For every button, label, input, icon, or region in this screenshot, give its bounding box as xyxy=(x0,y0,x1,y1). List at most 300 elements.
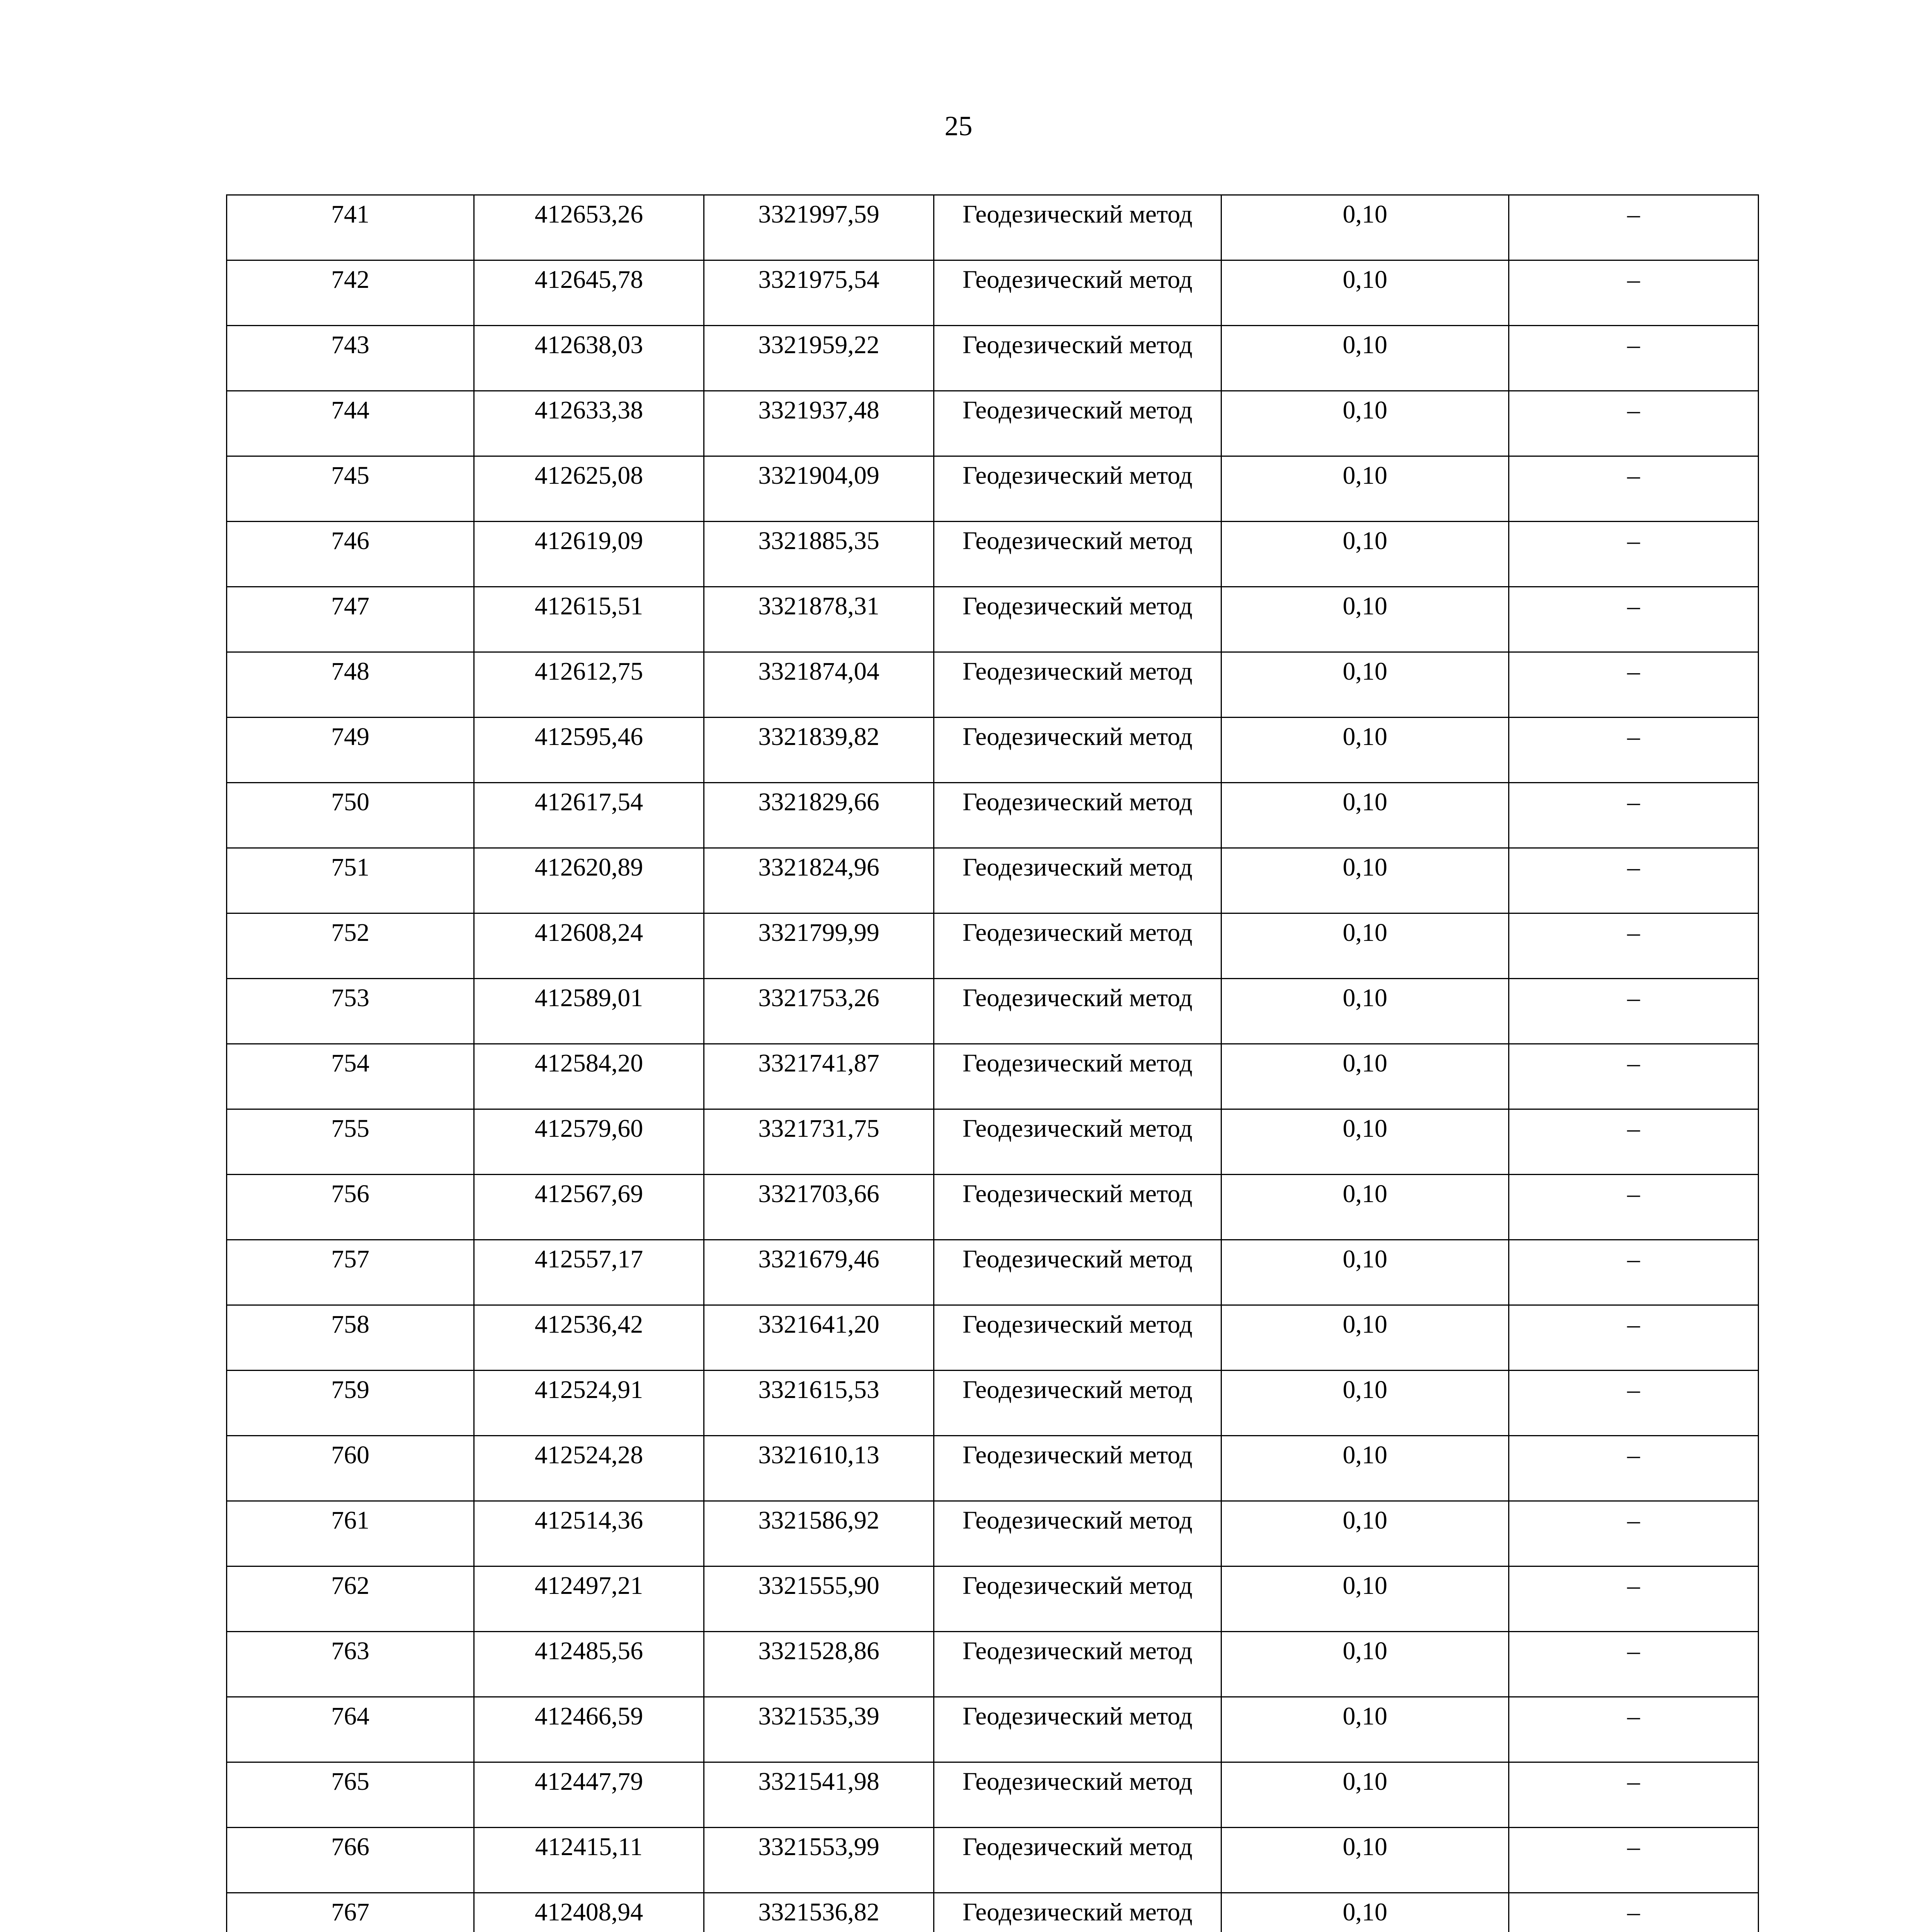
accuracy-cell-text: 0,10 xyxy=(1342,1571,1388,1600)
y-coordinate-cell-text: 3321586,92 xyxy=(758,1506,879,1534)
method-cell-text: Геодезический метод xyxy=(963,265,1192,294)
point-number-cell xyxy=(227,1566,474,1632)
method-cell-text: Геодезический метод xyxy=(963,1245,1192,1273)
x-coordinate-cell-text: 412497,21 xyxy=(534,1571,643,1600)
point-number-cell-text: 742 xyxy=(331,265,369,294)
x-coordinate-cell xyxy=(474,1305,704,1371)
accuracy-cell-text: 0,10 xyxy=(1342,331,1388,359)
note-cell xyxy=(1509,718,1759,783)
point-number-cell-text: 767 xyxy=(331,1898,369,1926)
note-cell-text: – xyxy=(1627,984,1640,1012)
accuracy-cell-text: 0,10 xyxy=(1342,200,1388,228)
note-cell xyxy=(1509,1828,1759,1893)
accuracy-cell xyxy=(1221,783,1509,848)
method-cell-text: Геодезический метод xyxy=(963,200,1192,228)
method-cell xyxy=(934,1697,1221,1762)
y-coordinate-cell xyxy=(704,979,934,1044)
accuracy-cell-text: 0,10 xyxy=(1342,1898,1388,1926)
x-coordinate-cell xyxy=(474,1436,704,1501)
note-cell xyxy=(1509,652,1759,718)
accuracy-cell xyxy=(1221,1240,1509,1305)
note-cell xyxy=(1509,1436,1759,1501)
accuracy-cell-text: 0,10 xyxy=(1342,1114,1388,1143)
x-coordinate-cell xyxy=(474,1044,704,1109)
table-row xyxy=(227,1893,1759,1932)
accuracy-cell xyxy=(1221,1566,1509,1632)
accuracy-cell xyxy=(1221,1828,1509,1893)
x-coordinate-cell-text: 412584,20 xyxy=(534,1049,643,1077)
method-cell xyxy=(934,913,1221,979)
x-coordinate-cell-text: 412619,09 xyxy=(534,527,643,555)
method-cell xyxy=(934,1305,1221,1371)
y-coordinate-cell-text: 3321703,66 xyxy=(758,1180,879,1208)
y-coordinate-cell-text: 3321641,20 xyxy=(758,1310,879,1338)
note-cell-text: – xyxy=(1627,1702,1640,1730)
accuracy-cell-text: 0,10 xyxy=(1342,1441,1388,1469)
note-cell-text: – xyxy=(1627,1637,1640,1665)
table-row xyxy=(227,1436,1759,1501)
y-coordinate-cell xyxy=(704,1109,934,1175)
x-coordinate-cell xyxy=(474,260,704,326)
method-cell xyxy=(934,1371,1221,1436)
x-coordinate-cell-text: 412567,69 xyxy=(534,1180,643,1208)
table-row xyxy=(227,783,1759,848)
x-coordinate-cell-text: 412638,03 xyxy=(534,331,643,359)
y-coordinate-cell xyxy=(704,456,934,522)
x-coordinate-cell-text: 412415,11 xyxy=(535,1833,643,1861)
x-coordinate-cell xyxy=(474,1175,704,1240)
point-number-cell-text: 749 xyxy=(331,723,369,751)
y-coordinate-cell xyxy=(704,1697,934,1762)
y-coordinate-cell xyxy=(704,1240,934,1305)
note-cell-text: – xyxy=(1627,853,1640,881)
method-cell-text: Геодезический метод xyxy=(963,461,1192,490)
point-number-cell-text: 743 xyxy=(331,331,369,359)
method-cell-text: Геодезический метод xyxy=(963,331,1192,359)
x-coordinate-cell xyxy=(474,195,704,260)
table-row xyxy=(227,1501,1759,1566)
method-cell xyxy=(934,391,1221,456)
table-row xyxy=(227,1566,1759,1632)
method-cell xyxy=(934,587,1221,652)
note-cell-text: – xyxy=(1627,918,1640,947)
note-cell xyxy=(1509,1762,1759,1828)
method-cell xyxy=(934,1893,1221,1932)
note-cell xyxy=(1509,1566,1759,1632)
table-row xyxy=(227,1109,1759,1175)
accuracy-cell xyxy=(1221,1175,1509,1240)
table-row xyxy=(227,1305,1759,1371)
table-row xyxy=(227,260,1759,326)
accuracy-cell xyxy=(1221,1371,1509,1436)
point-number-cell-text: 745 xyxy=(331,461,369,490)
method-cell-text: Геодезический метод xyxy=(963,1180,1192,1208)
y-coordinate-cell xyxy=(704,718,934,783)
note-cell-text: – xyxy=(1627,723,1640,751)
y-coordinate-cell-text: 3321555,90 xyxy=(758,1571,879,1600)
point-number-cell-text: 750 xyxy=(331,788,369,816)
accuracy-cell xyxy=(1221,456,1509,522)
method-cell xyxy=(934,979,1221,1044)
accuracy-cell xyxy=(1221,652,1509,718)
point-number-cell xyxy=(227,1240,474,1305)
note-cell-text: – xyxy=(1627,461,1640,490)
table-row xyxy=(227,326,1759,391)
table-row xyxy=(227,1175,1759,1240)
point-number-cell-text: 762 xyxy=(331,1571,369,1600)
point-number-cell-text: 744 xyxy=(331,396,369,424)
point-number-cell xyxy=(227,522,474,587)
x-coordinate-cell xyxy=(474,783,704,848)
y-coordinate-cell xyxy=(704,195,934,260)
accuracy-cell-text: 0,10 xyxy=(1342,788,1388,816)
point-number-cell xyxy=(227,391,474,456)
point-number-cell-text: 756 xyxy=(331,1180,369,1208)
point-number-cell xyxy=(227,1501,474,1566)
point-number-cell xyxy=(227,1044,474,1109)
x-coordinate-cell-text: 412620,89 xyxy=(534,853,643,881)
note-cell xyxy=(1509,260,1759,326)
accuracy-cell xyxy=(1221,260,1509,326)
point-number-cell-text: 755 xyxy=(331,1114,369,1143)
page-number: 25 xyxy=(944,111,973,141)
x-coordinate-cell-text: 412595,46 xyxy=(534,723,643,751)
note-cell xyxy=(1509,1697,1759,1762)
x-coordinate-cell xyxy=(474,979,704,1044)
x-coordinate-cell-text: 412645,78 xyxy=(534,265,643,294)
y-coordinate-cell xyxy=(704,1893,934,1932)
note-cell xyxy=(1509,587,1759,652)
y-coordinate-cell xyxy=(704,652,934,718)
point-number-cell-text: 763 xyxy=(331,1637,369,1665)
accuracy-cell xyxy=(1221,1436,1509,1501)
accuracy-cell-text: 0,10 xyxy=(1342,1180,1388,1208)
x-coordinate-cell xyxy=(474,1893,704,1932)
y-coordinate-cell-text: 3321878,31 xyxy=(758,592,879,620)
y-coordinate-cell-text: 3321535,39 xyxy=(758,1702,879,1730)
method-cell xyxy=(934,456,1221,522)
y-coordinate-cell-text: 3321959,22 xyxy=(758,331,879,359)
accuracy-cell xyxy=(1221,195,1509,260)
point-number-cell xyxy=(227,1175,474,1240)
x-coordinate-cell-text: 412447,79 xyxy=(534,1767,643,1796)
point-number-cell-text: 758 xyxy=(331,1310,369,1338)
accuracy-cell xyxy=(1221,1697,1509,1762)
accuracy-cell xyxy=(1221,522,1509,587)
note-cell xyxy=(1509,848,1759,913)
point-number-cell xyxy=(227,913,474,979)
y-coordinate-cell-text: 3321536,82 xyxy=(758,1898,879,1926)
accuracy-cell-text: 0,10 xyxy=(1342,1376,1388,1404)
accuracy-cell xyxy=(1221,587,1509,652)
point-number-cell xyxy=(227,783,474,848)
point-number-cell xyxy=(227,1436,474,1501)
method-cell-text: Геодезический метод xyxy=(963,592,1192,620)
point-number-cell xyxy=(227,1762,474,1828)
x-coordinate-cell-text: 412612,75 xyxy=(534,657,643,685)
y-coordinate-cell xyxy=(704,783,934,848)
x-coordinate-cell xyxy=(474,1501,704,1566)
x-coordinate-cell xyxy=(474,1240,704,1305)
method-cell-text: Геодезический метод xyxy=(963,1767,1192,1796)
y-coordinate-cell-text: 3321839,82 xyxy=(758,723,879,751)
table-row xyxy=(227,522,1759,587)
point-number-cell-text: 754 xyxy=(331,1049,369,1077)
point-number-cell xyxy=(227,652,474,718)
y-coordinate-cell-text: 3321741,87 xyxy=(758,1049,879,1077)
method-cell-text: Геодезический метод xyxy=(963,1637,1192,1665)
x-coordinate-cell xyxy=(474,1697,704,1762)
table-row xyxy=(227,979,1759,1044)
method-cell xyxy=(934,1501,1221,1566)
accuracy-cell-text: 0,10 xyxy=(1342,1245,1388,1273)
accuracy-cell xyxy=(1221,391,1509,456)
method-cell-text: Геодезический метод xyxy=(963,918,1192,947)
accuracy-cell xyxy=(1221,718,1509,783)
accuracy-cell xyxy=(1221,1632,1509,1697)
point-number-cell xyxy=(227,1697,474,1762)
accuracy-cell xyxy=(1221,326,1509,391)
y-coordinate-cell xyxy=(704,260,934,326)
accuracy-cell-text: 0,10 xyxy=(1342,1833,1388,1861)
point-number-cell xyxy=(227,1632,474,1697)
note-cell-text: – xyxy=(1627,1571,1640,1600)
table-row xyxy=(227,1762,1759,1828)
x-coordinate-cell-text: 412536,42 xyxy=(534,1310,643,1338)
table-row xyxy=(227,848,1759,913)
accuracy-cell-text: 0,10 xyxy=(1342,592,1388,620)
x-coordinate-cell xyxy=(474,652,704,718)
y-coordinate-cell-text: 3321553,99 xyxy=(758,1833,879,1861)
note-cell-text: – xyxy=(1627,527,1640,555)
method-cell-text: Геодезический метод xyxy=(963,853,1192,881)
point-number-cell xyxy=(227,456,474,522)
note-cell xyxy=(1509,522,1759,587)
note-cell xyxy=(1509,326,1759,391)
note-cell-text: – xyxy=(1627,1767,1640,1796)
x-coordinate-cell xyxy=(474,718,704,783)
x-coordinate-cell-text: 412579,60 xyxy=(534,1114,643,1143)
y-coordinate-cell xyxy=(704,587,934,652)
accuracy-cell-text: 0,10 xyxy=(1342,657,1388,685)
x-coordinate-cell xyxy=(474,522,704,587)
table-row xyxy=(227,1697,1759,1762)
note-cell-text: – xyxy=(1627,396,1640,424)
point-number-cell xyxy=(227,848,474,913)
point-number-cell xyxy=(227,979,474,1044)
method-cell xyxy=(934,1044,1221,1109)
x-coordinate-cell xyxy=(474,1566,704,1632)
point-number-cell xyxy=(227,1371,474,1436)
point-number-cell-text: 760 xyxy=(331,1441,369,1469)
y-coordinate-cell xyxy=(704,391,934,456)
point-number-cell-text: 757 xyxy=(331,1245,369,1273)
note-cell-text: – xyxy=(1627,331,1640,359)
x-coordinate-cell xyxy=(474,1762,704,1828)
point-number-cell xyxy=(227,1305,474,1371)
accuracy-cell-text: 0,10 xyxy=(1342,984,1388,1012)
y-coordinate-cell xyxy=(704,1762,934,1828)
method-cell xyxy=(934,1436,1221,1501)
point-number-cell xyxy=(227,326,474,391)
x-coordinate-cell xyxy=(474,1632,704,1697)
method-cell xyxy=(934,1566,1221,1632)
y-coordinate-cell-text: 3321541,98 xyxy=(758,1767,879,1796)
y-coordinate-cell-text: 3321610,13 xyxy=(758,1441,879,1469)
point-number-cell-text: 752 xyxy=(331,918,369,947)
point-number-cell-text: 746 xyxy=(331,527,369,555)
accuracy-cell-text: 0,10 xyxy=(1342,461,1388,490)
accuracy-cell xyxy=(1221,1305,1509,1371)
x-coordinate-cell-text: 412615,51 xyxy=(534,592,643,620)
x-coordinate-cell xyxy=(474,587,704,652)
point-number-cell-text: 765 xyxy=(331,1767,369,1796)
table-row xyxy=(227,456,1759,522)
note-cell xyxy=(1509,783,1759,848)
coordinates-table-body xyxy=(227,195,1759,1932)
table-row xyxy=(227,652,1759,718)
method-cell xyxy=(934,652,1221,718)
point-number-cell-text: 753 xyxy=(331,984,369,1012)
table-row xyxy=(227,1828,1759,1893)
y-coordinate-cell-text: 3321731,75 xyxy=(758,1114,879,1143)
x-coordinate-cell xyxy=(474,1828,704,1893)
point-number-cell xyxy=(227,260,474,326)
table-row xyxy=(227,718,1759,783)
method-cell xyxy=(934,1175,1221,1240)
note-cell-text: – xyxy=(1627,1245,1640,1273)
method-cell-text: Геодезический метод xyxy=(963,1441,1192,1469)
note-cell-text: – xyxy=(1627,788,1640,816)
y-coordinate-cell xyxy=(704,1371,934,1436)
x-coordinate-cell-text: 412625,08 xyxy=(534,461,643,490)
note-cell-text: – xyxy=(1627,265,1640,294)
y-coordinate-cell-text: 3321528,86 xyxy=(758,1637,879,1665)
y-coordinate-cell xyxy=(704,1305,934,1371)
method-cell xyxy=(934,1240,1221,1305)
note-cell xyxy=(1509,1305,1759,1371)
accuracy-cell-text: 0,10 xyxy=(1342,1637,1388,1665)
y-coordinate-cell-text: 3321753,26 xyxy=(758,984,879,1012)
method-cell xyxy=(934,1828,1221,1893)
method-cell xyxy=(934,848,1221,913)
accuracy-cell-text: 0,10 xyxy=(1342,396,1388,424)
accuracy-cell-text: 0,10 xyxy=(1342,1310,1388,1338)
method-cell-text: Геодезический метод xyxy=(963,1833,1192,1861)
y-coordinate-cell xyxy=(704,1828,934,1893)
x-coordinate-cell xyxy=(474,1109,704,1175)
x-coordinate-cell-text: 412633,38 xyxy=(534,396,643,424)
note-cell xyxy=(1509,1109,1759,1175)
note-cell-text: – xyxy=(1627,657,1640,685)
note-cell xyxy=(1509,1240,1759,1305)
method-cell-text: Геодезический метод xyxy=(963,1310,1192,1338)
method-cell xyxy=(934,522,1221,587)
accuracy-cell xyxy=(1221,913,1509,979)
y-coordinate-cell xyxy=(704,1436,934,1501)
x-coordinate-cell xyxy=(474,913,704,979)
point-number-cell-text: 741 xyxy=(331,200,369,228)
x-coordinate-cell xyxy=(474,1371,704,1436)
accuracy-cell xyxy=(1221,848,1509,913)
accuracy-cell-text: 0,10 xyxy=(1342,1049,1388,1077)
note-cell xyxy=(1509,1893,1759,1932)
y-coordinate-cell xyxy=(704,326,934,391)
note-cell xyxy=(1509,391,1759,456)
accuracy-cell-text: 0,10 xyxy=(1342,918,1388,947)
x-coordinate-cell-text: 412466,59 xyxy=(534,1702,643,1730)
y-coordinate-cell xyxy=(704,522,934,587)
x-coordinate-cell-text: 412557,17 xyxy=(534,1245,643,1273)
note-cell-text: – xyxy=(1627,1114,1640,1143)
method-cell-text: Геодезический метод xyxy=(963,527,1192,555)
x-coordinate-cell-text: 412524,28 xyxy=(534,1441,643,1469)
y-coordinate-cell-text: 3321679,46 xyxy=(758,1245,879,1273)
table-row xyxy=(227,1240,1759,1305)
accuracy-cell xyxy=(1221,1501,1509,1566)
point-number-cell-text: 759 xyxy=(331,1376,369,1404)
x-coordinate-cell-text: 412589,01 xyxy=(534,984,643,1012)
y-coordinate-cell xyxy=(704,1044,934,1109)
note-cell xyxy=(1509,1175,1759,1240)
accuracy-cell-text: 0,10 xyxy=(1342,723,1388,751)
table-row xyxy=(227,913,1759,979)
method-cell xyxy=(934,1762,1221,1828)
accuracy-cell xyxy=(1221,1044,1509,1109)
note-cell-text: – xyxy=(1627,1310,1640,1338)
point-number-cell-text: 766 xyxy=(331,1833,369,1861)
point-number-cell-text: 748 xyxy=(331,657,369,685)
method-cell xyxy=(934,783,1221,848)
point-number-cell xyxy=(227,195,474,260)
note-cell-text: – xyxy=(1627,1180,1640,1208)
method-cell xyxy=(934,260,1221,326)
accuracy-cell-text: 0,10 xyxy=(1342,1767,1388,1796)
x-coordinate-cell-text: 412485,56 xyxy=(534,1637,643,1665)
method-cell-text: Геодезический метод xyxy=(963,1898,1192,1926)
y-coordinate-cell xyxy=(704,1566,934,1632)
note-cell xyxy=(1509,195,1759,260)
note-cell-text: – xyxy=(1627,1833,1640,1861)
method-cell-text: Геодезический метод xyxy=(963,1506,1192,1534)
y-coordinate-cell-text: 3321904,09 xyxy=(758,461,879,490)
note-cell-text: – xyxy=(1627,1506,1640,1534)
accuracy-cell-text: 0,10 xyxy=(1342,1506,1388,1534)
x-coordinate-cell-text: 412653,26 xyxy=(534,200,643,228)
y-coordinate-cell-text: 3321799,99 xyxy=(758,918,879,947)
point-number-cell-text: 751 xyxy=(331,853,369,881)
method-cell xyxy=(934,195,1221,260)
table-row xyxy=(227,1044,1759,1109)
note-cell xyxy=(1509,1044,1759,1109)
method-cell-text: Геодезический метод xyxy=(963,984,1192,1012)
note-cell-text: – xyxy=(1627,200,1640,228)
method-cell-text: Геодезический метод xyxy=(963,723,1192,751)
method-cell xyxy=(934,718,1221,783)
y-coordinate-cell xyxy=(704,848,934,913)
note-cell xyxy=(1509,456,1759,522)
y-coordinate-cell-text: 3321975,54 xyxy=(758,265,879,294)
accuracy-cell xyxy=(1221,1762,1509,1828)
note-cell xyxy=(1509,1632,1759,1697)
x-coordinate-cell xyxy=(474,456,704,522)
coordinates-table xyxy=(226,194,1759,1932)
table-row xyxy=(227,391,1759,456)
accuracy-cell-text: 0,10 xyxy=(1342,1702,1388,1730)
method-cell xyxy=(934,326,1221,391)
note-cell xyxy=(1509,1371,1759,1436)
note-cell xyxy=(1509,1501,1759,1566)
